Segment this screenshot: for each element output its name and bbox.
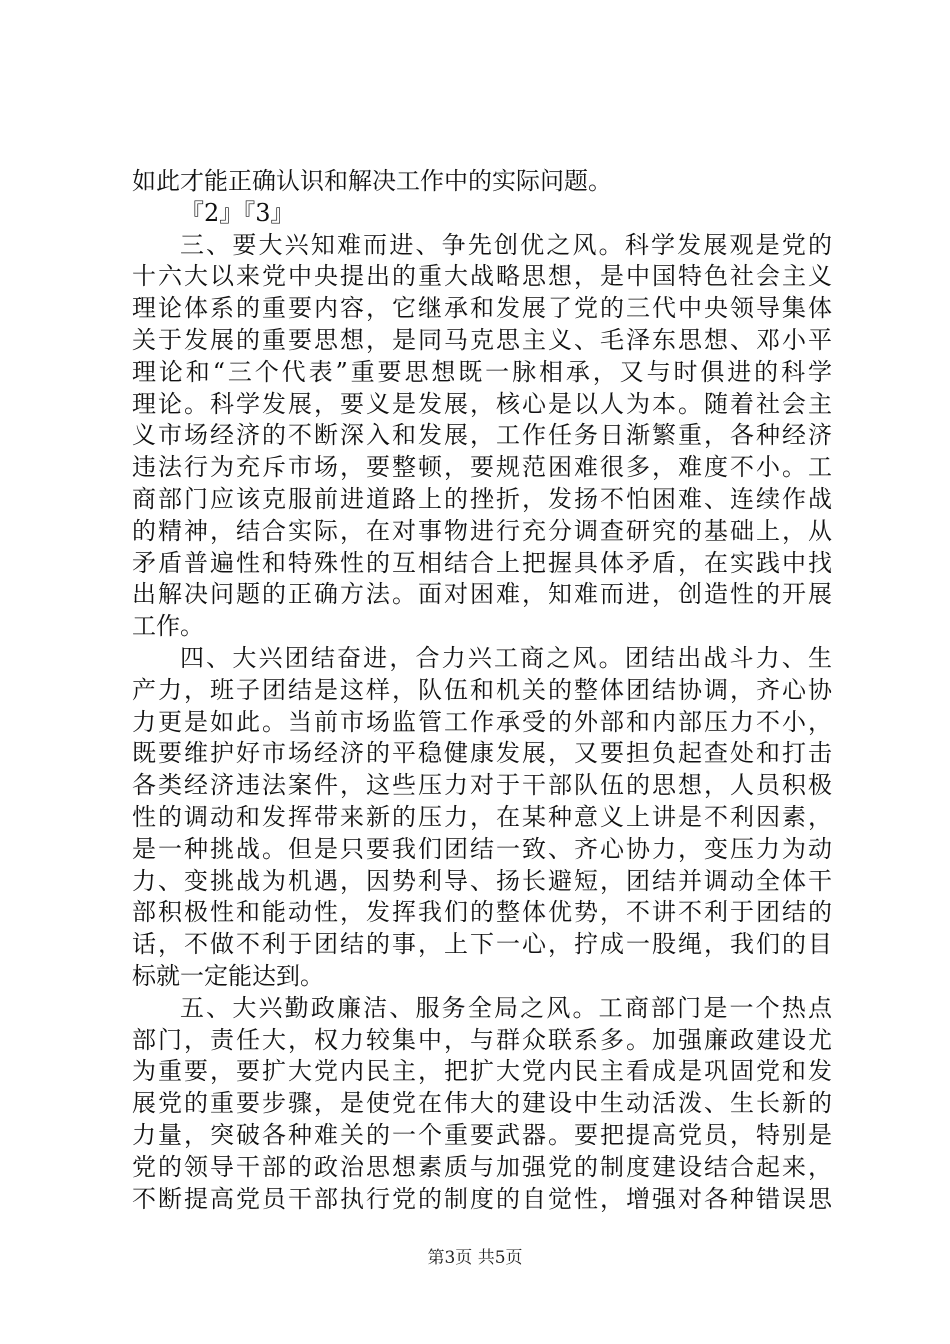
text-line: 不断提高党员干部执行党的制度的自觉性，增强对各种错误思	[132, 1184, 832, 1213]
text-line: 如此才能正确认识和解决工作中的实际问题。	[132, 167, 612, 195]
text-line: 既要维护好市场经济的平稳健康发展，又要担负起查处和打击	[132, 739, 832, 768]
page-number-footer: 第3页 共5页	[427, 1248, 523, 1268]
text-line: 力量，突破各种难关的一个重要武器。要把提高党员，特别是	[132, 1120, 832, 1149]
text-line: 力、变挑战为机遇，因势利导、扬长避短，团结并调动全体干	[132, 866, 832, 895]
document-body	[132, 166, 832, 1215]
text-line: 商部门应该克服前进道路上的挫折，发扬不怕困难、连续作战	[132, 484, 832, 513]
text-line: 力更是如此。当前市场监管工作承受的外部和内部压力不小，	[132, 707, 832, 736]
text-line: 出解决问题的正确方法。面对困难，知难而进，创造性的开展	[132, 580, 832, 609]
text-line: 义市场经济的不断深入和发展，工作任务日渐繁重，各种经济	[132, 421, 832, 450]
text-line: 话，不做不利于团结的事，上下一心，拧成一股绳，我们的目	[132, 930, 832, 959]
text-line: 性的调动和发挥带来新的压力，在某种意义上讲是不利因素，	[132, 802, 832, 831]
text-line: 理论和“三个代表”重要思想既一脉相承，又与时俱进的科学	[132, 357, 832, 386]
text-line: 理论。科学发展，要义是发展，核心是以人为本。随着社会主	[132, 389, 832, 418]
text-line: 部门，责任大，权力较集中，与群众联系多。加强廉政建设尤	[132, 1025, 832, 1054]
text-line: 产力，班子团结是这样，队伍和机关的整体团结协调，齐心协	[132, 675, 832, 704]
text-line: 三、要大兴知难而进、争先创优之风。科学发展观是党的	[180, 230, 832, 259]
text-line: 违法行为充斥市场，要整顿，要规范困难很多，难度不小。工	[132, 453, 832, 482]
text-line: 标就一定能达到。	[132, 961, 324, 990]
text-line: 四、大兴团结奋进，合力兴工商之风。团结出战斗力、生	[180, 643, 832, 672]
text-line: 的精神，结合实际，在对事物进行充分调查研究的基础上，从	[132, 516, 832, 545]
reference-marker: 『2』『3』	[180, 198, 295, 227]
text-line: 部积极性和能动性，发挥我们的整体优势，不讲不利于团结的	[132, 898, 832, 927]
text-line: 是一种挑战。但是只要我们团结一致、齐心协力，变压力为动	[132, 834, 832, 863]
text-line: 五、大兴勤政廉洁、服务全局之风。工商部门是一个热点	[180, 993, 832, 1022]
text-line: 党的领导干部的政治思想素质与加强党的制度建设结合起来，	[132, 1152, 832, 1181]
text-line: 工作。	[132, 612, 204, 641]
text-line: 理论体系的重要内容，它继承和发展了党的三代中央领导集体	[132, 294, 832, 323]
text-line: 十六大以来党中央提出的重大战略思想，是中国特色社会主义	[132, 262, 832, 291]
text-line: 矛盾普遍性和特殊性的互相结合上把握具体矛盾，在实践中找	[132, 548, 832, 577]
text-line: 各类经济违法案件，这些压力对于干部队伍的思想，人员积极	[132, 771, 832, 800]
text-line: 为重要，要扩大党内民主，把扩大党内民主看成是巩固党和发	[132, 1057, 832, 1086]
text-line: 关于发展的重要思想，是同马克思主义、毛泽东思想、邓小平	[132, 325, 832, 354]
text-line: 展党的重要步骤，是使党在伟大的建设中生动活泼、生长新的	[132, 1089, 832, 1118]
